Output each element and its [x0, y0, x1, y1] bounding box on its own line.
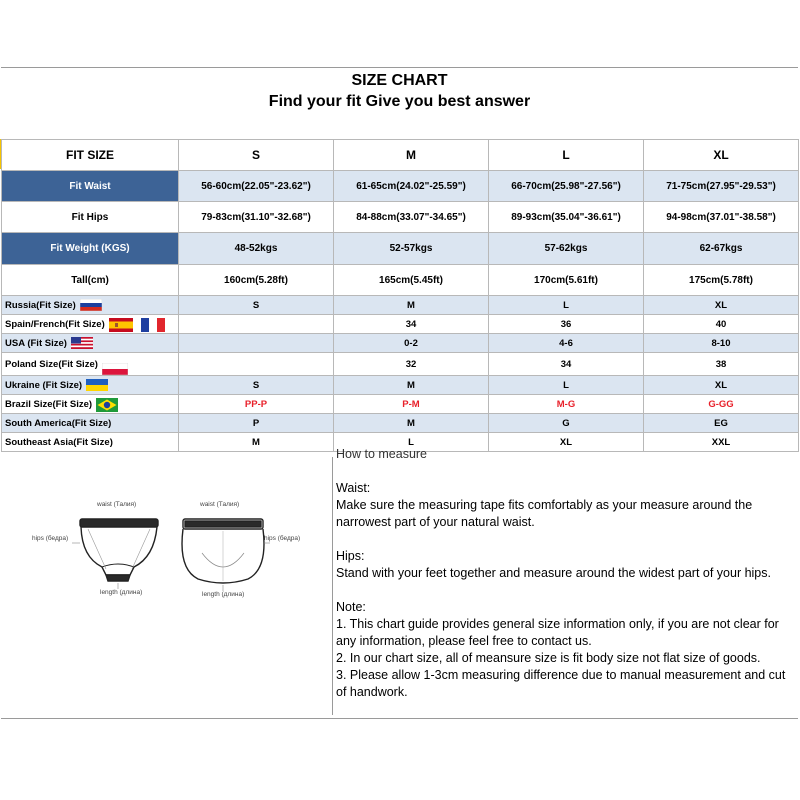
country-label: South America(Fit Size) [5, 417, 112, 429]
country-row [2, 296, 799, 315]
measure-row [2, 233, 799, 265]
page-title: SIZE CHART [351, 72, 448, 89]
measure-cell: 61-65cm(24.02"-25.59") [334, 171, 489, 202]
country-size-cell: 36 [489, 315, 644, 334]
country-label: Brazil Size(Fit Size) [5, 398, 93, 410]
size-header-xl: XL [644, 140, 799, 171]
country-size-cell [179, 353, 334, 376]
measure-diagram [2, 457, 333, 715]
country-label-cell [2, 315, 179, 334]
country-label-wrap [5, 299, 176, 311]
measure-cell: 175cm(5.78ft) [644, 265, 799, 296]
russia-flag-icon [80, 299, 102, 311]
ukraine-flag-icon [86, 379, 108, 391]
waist-label-back: waist (Талия) [200, 501, 240, 508]
note-3: 3. Please allow 1-3cm measuring difference due to manual measurement and cut of handwork. [336, 668, 786, 699]
country-size-cell: L [489, 376, 644, 395]
country-size-cell: G [489, 414, 644, 433]
length-label-back: length (длина) [202, 591, 245, 598]
measure-cell: 71-75cm(27.95"-29.53") [644, 171, 799, 202]
country-row [2, 376, 799, 395]
country-row [2, 334, 799, 353]
measure-cell: 79-83cm(31.10"-32.68") [179, 202, 334, 233]
country-size-cell: M-G [489, 395, 644, 414]
measure-cell: 170cm(5.61ft) [489, 265, 644, 296]
fit-size-header: FIT SIZE [2, 140, 179, 171]
country-label: Russia(Fit Size) [5, 299, 76, 311]
country-size-cell: 40 [644, 315, 799, 334]
country-label-cell [2, 376, 179, 395]
page-subtitle: Find your fit Give you best answer [268, 93, 531, 110]
length-label-front: length (длина) [100, 589, 143, 596]
table-header-row [2, 140, 799, 171]
spain-france-flags-icon [109, 318, 165, 330]
notes-heading: How to measure [336, 447, 428, 461]
country-row [2, 315, 799, 334]
measure-cell: 52-57kgs [334, 233, 489, 265]
country-size-cell: XL [644, 376, 799, 395]
measure-cell: 66-70cm(25.98"-27.56") [489, 171, 644, 202]
country-size-cell: M [334, 376, 489, 395]
country-size-cell: 8-10 [644, 334, 799, 353]
measure-label: Fit Waist [2, 171, 179, 202]
size-header-s: S [179, 140, 334, 171]
country-label-wrap [5, 398, 176, 410]
chart-header [1, 67, 798, 139]
size-header-l: L [489, 140, 644, 171]
country-size-cell: M [334, 414, 489, 433]
note-1: 1. This chart guide provides general size information only, if you are not clear for any information, please feel free to contact us. [336, 617, 779, 648]
measure-cell: 160cm(5.28ft) [179, 265, 334, 296]
country-label-wrap [5, 379, 176, 391]
measure-label: Fit Weight (KGS) [2, 233, 179, 265]
country-label: Poland Size(Fit Size) [5, 358, 98, 370]
country-label: USA (Fit Size) [5, 337, 67, 349]
country-label-wrap [5, 337, 176, 349]
measure-cell: 89-93cm(35.04"-36.61") [489, 202, 644, 233]
hips-text: Stand with your feet together and measure around the widest part of your hips. [336, 566, 771, 580]
waist-label-front: waist (Талия) [97, 501, 137, 508]
measure-row [2, 171, 799, 202]
measure-row [2, 202, 799, 233]
measure-cell: 62-67kgs [644, 233, 799, 265]
waist-text: Make sure the measuring tape fits comfortably as your measure around the narrowest part of your natural waist. [336, 498, 753, 529]
country-size-cell: XXL [644, 433, 799, 452]
country-label-wrap [5, 437, 176, 448]
country-label-wrap [5, 353, 176, 375]
country-label-cell [2, 433, 179, 452]
country-size-cell [179, 334, 334, 353]
country-label: Southeast Asia(Fit Size) [5, 436, 113, 448]
hips-title: Hips: [336, 549, 365, 563]
country-size-cell: 34 [334, 315, 489, 334]
measure-cell: 94-98cm(37.01"-38.58") [644, 202, 799, 233]
country-row [2, 395, 799, 414]
size-header-m: M [334, 140, 489, 171]
brazil-flag-icon [96, 398, 118, 410]
country-size-cell: XL [644, 296, 799, 315]
country-row [2, 414, 799, 433]
hips-label-front: hips (бедра) [32, 535, 69, 542]
country-size-cell: S [179, 376, 334, 395]
country-size-cell: G-GG [644, 395, 799, 414]
measure-cell: 84-88cm(33.07"-34.65") [334, 202, 489, 233]
country-size-cell: S [179, 296, 334, 315]
country-size-cell: L [334, 433, 489, 452]
size-table [1, 139, 799, 452]
country-size-cell: M [179, 433, 334, 452]
measure-label: Tall(cm) [2, 265, 179, 296]
measure-label: Fit Hips [2, 202, 179, 233]
country-label-cell [2, 296, 179, 315]
measure-notes [336, 447, 791, 701]
country-size-cell: XL [489, 433, 644, 452]
country-label: Ukraine (Fit Size) [5, 379, 83, 391]
measure-row [2, 265, 799, 296]
country-label: Spain/French(Fit Size) [5, 318, 105, 330]
country-size-cell [179, 315, 334, 334]
country-size-cell: 4-6 [489, 334, 644, 353]
country-size-cell: L [489, 296, 644, 315]
measure-cell: 57-62kgs [489, 233, 644, 265]
country-row [2, 353, 799, 376]
waist-title: Waist: [336, 481, 371, 495]
note-title: Note: [336, 600, 366, 614]
panties-illustration [2, 457, 332, 715]
country-label-cell [2, 414, 179, 433]
country-size-cell: 32 [334, 353, 489, 376]
country-size-cell: P-M [334, 395, 489, 414]
country-label-wrap [5, 418, 176, 429]
back-view [182, 519, 264, 583]
measure-cell: 56-60cm(22.05"-23.62") [179, 171, 334, 202]
note-2: 2. In our chart size, all of meansure size is fit body size not flat size of goods. [336, 651, 761, 665]
country-label-cell [2, 353, 179, 376]
country-size-cell: M [334, 296, 489, 315]
country-size-cell: P [179, 414, 334, 433]
country-label-cell [2, 395, 179, 414]
country-size-cell: 34 [489, 353, 644, 376]
measure-cell: 165cm(5.45ft) [334, 265, 489, 296]
country-size-cell: 38 [644, 353, 799, 376]
country-size-cell: PP-P [179, 395, 334, 414]
country-label-cell [2, 334, 179, 353]
poland-flag-icon [102, 363, 128, 375]
country-label-wrap [5, 318, 176, 330]
measure-cell: 48-52kgs [179, 233, 334, 265]
usa-flag-icon [71, 337, 93, 349]
hips-label-back: hips (бедра) [264, 535, 301, 542]
front-view [80, 519, 158, 581]
country-size-cell: EG [644, 414, 799, 433]
country-size-cell: 0-2 [334, 334, 489, 353]
